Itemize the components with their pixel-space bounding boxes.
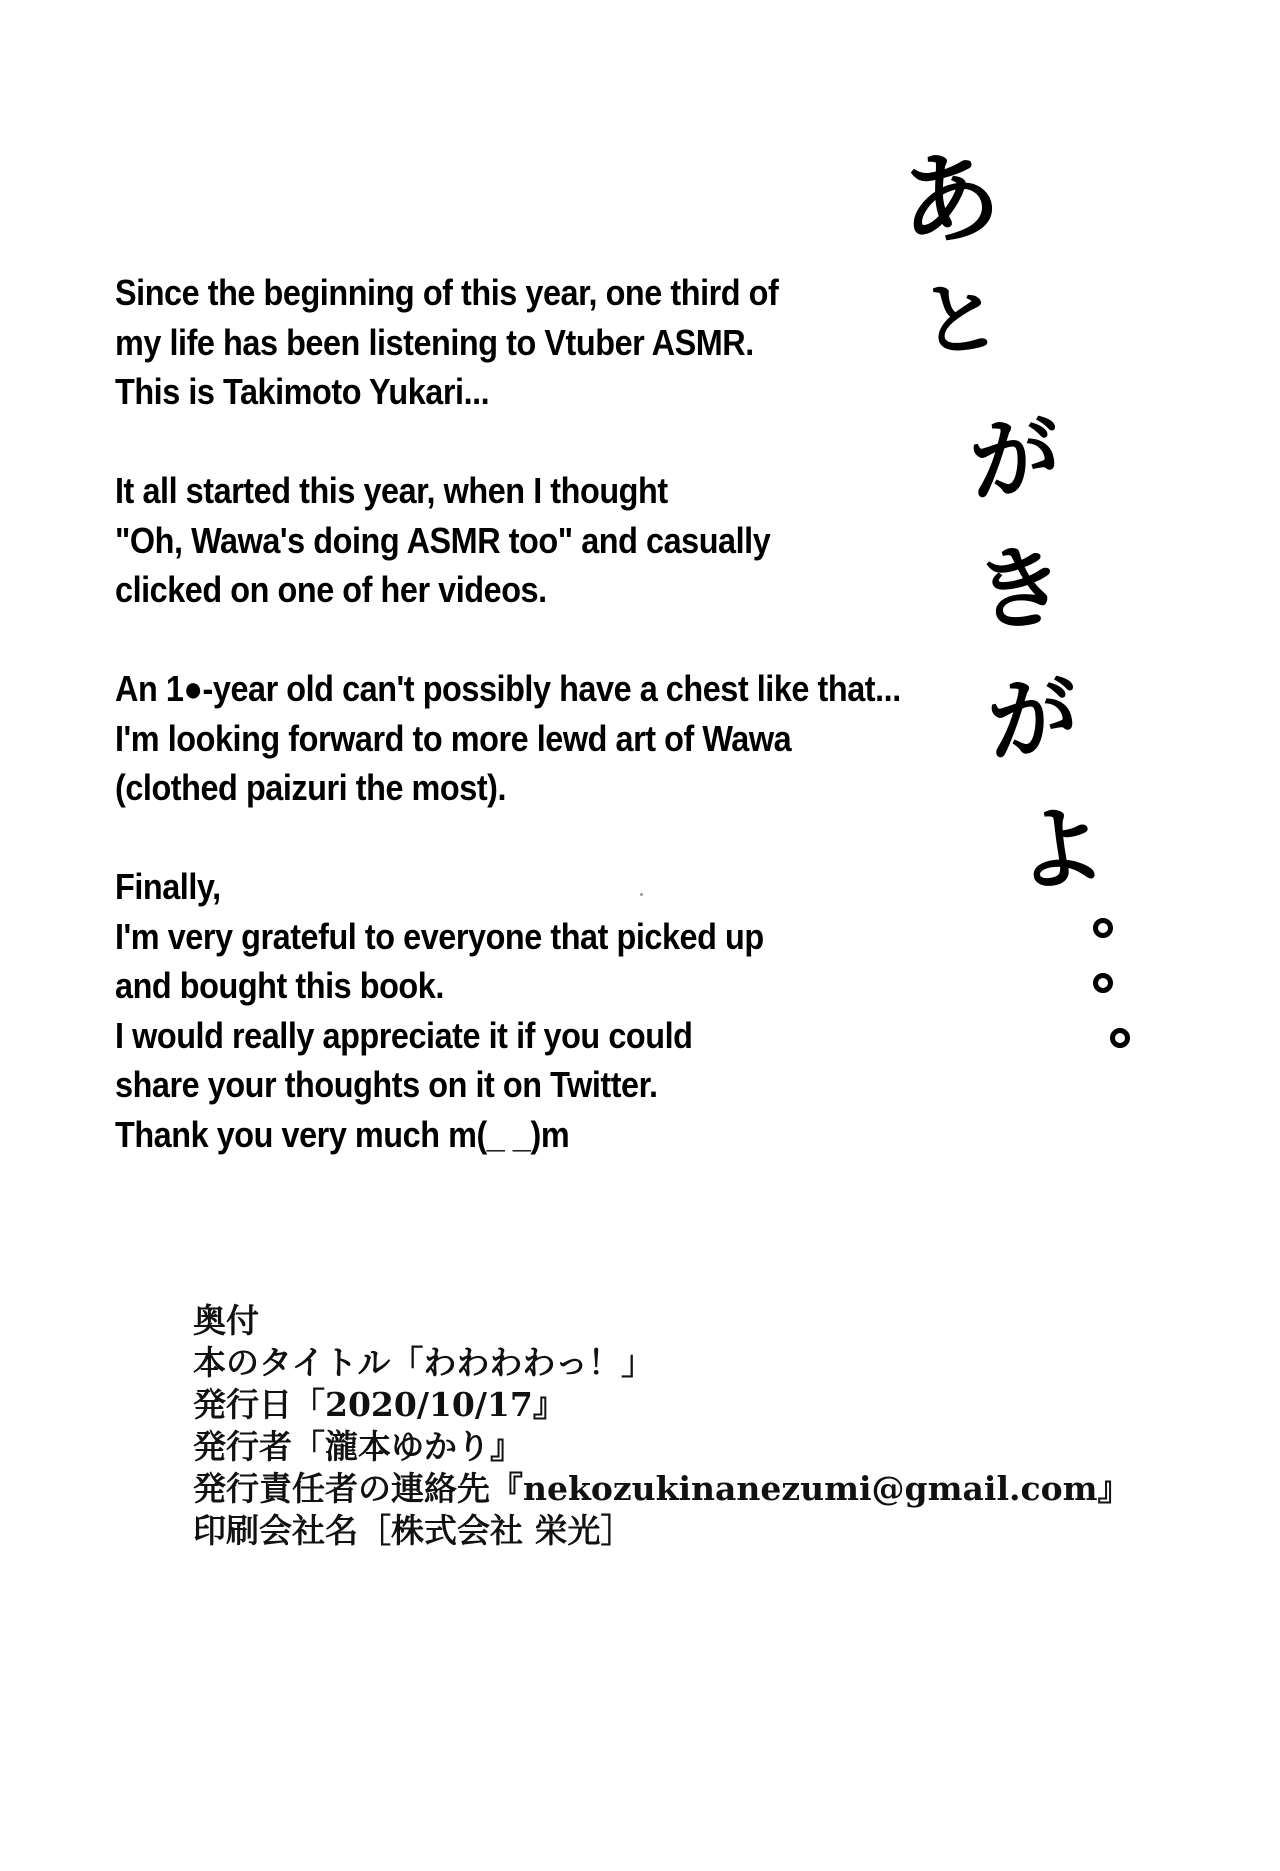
colophon-heading: 奥付: [193, 1301, 259, 1340]
title-char-a: あ: [894, 136, 1006, 263]
colophon-date: 発行日「2020/10/17』: [193, 1385, 566, 1424]
title-period-1: [1093, 918, 1113, 938]
title-char-ga-2: が: [982, 662, 1084, 777]
afterword-paragraph-4: [115, 862, 907, 1159]
text-line: An 1●-year old can't possibly have a chest like that...: [115, 668, 901, 709]
title-period-2: [1093, 973, 1113, 993]
afterword-paragraph-2: [115, 466, 907, 615]
text-line: (clothed paizuri the most).: [115, 767, 507, 808]
vertical-title: [880, 136, 1160, 1080]
text-line: my life has been listening to Vtuber ASMR.: [115, 321, 754, 363]
afterword-text: [115, 268, 907, 1209]
text-line: It all started this year, when I thought: [115, 470, 668, 511]
colophon-printer: 印刷会社名［株式会社 栄光］: [193, 1511, 634, 1550]
colophon-title: 本のタイトル「わわわわっ！」: [193, 1343, 655, 1382]
title-char-to: と: [915, 269, 1005, 370]
print-speck: [640, 893, 643, 896]
text-line: Thank you very much m(_ _)m: [115, 1113, 570, 1155]
title-char-yo: よ: [1009, 792, 1111, 907]
text-line: share your thoughts on it on Twitter.: [115, 1064, 658, 1105]
text-line: I'm looking forward to more lewd art of Wawa: [115, 717, 792, 759]
title-char-ki: き: [969, 532, 1071, 647]
afterword-paragraph-1: [115, 268, 907, 417]
text-line: and bought this book.: [115, 965, 444, 1006]
text-line: Since the beginning of this year, one third of: [115, 272, 779, 313]
text-line: "Oh, Wawa's doing ASMR too" and casually: [115, 519, 771, 561]
colophon-publisher: 発行者「瀧本ゆかり』: [193, 1427, 523, 1466]
text-line: I'm very grateful to everyone that picked up: [115, 915, 764, 957]
colophon-contact: 発行責任者の連絡先『nekozukinanezumi@gmail.com』: [193, 1469, 1131, 1508]
afterword-paragraph-3: [115, 664, 907, 813]
title-char-ga-1: が: [964, 402, 1066, 517]
text-line: This is Takimoto Yukari...: [115, 371, 490, 412]
colophon: [193, 1300, 1193, 1552]
text-line: I would really appreciate it if you could: [115, 1014, 693, 1056]
text-line: clicked on one of her videos.: [115, 569, 547, 610]
text-line: Finally,: [115, 866, 221, 907]
title-period-3: [1110, 1028, 1130, 1048]
